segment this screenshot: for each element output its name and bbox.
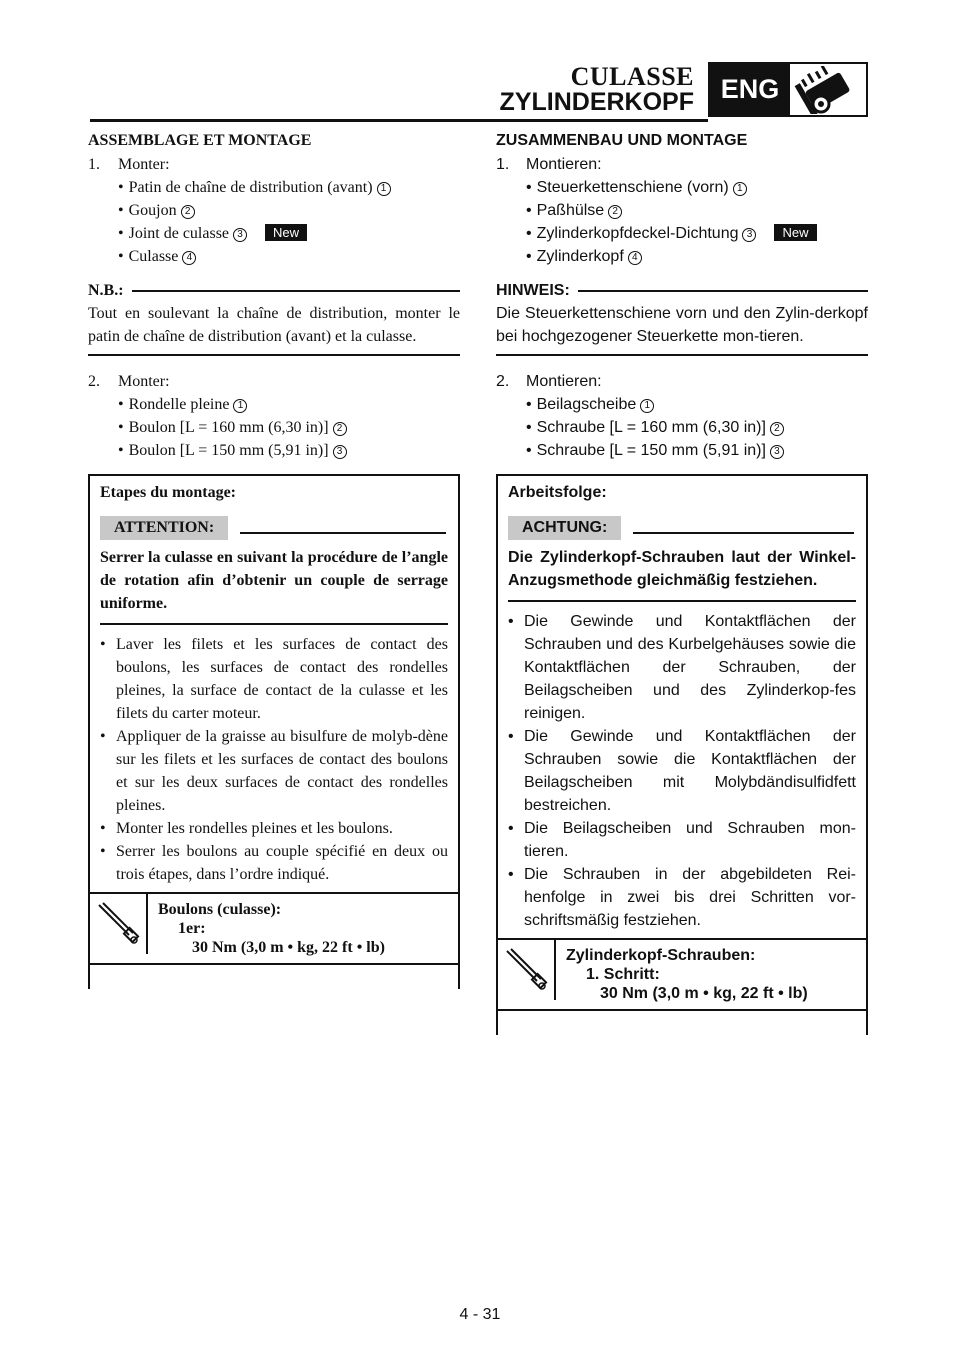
torque-line-3: 30 Nm (3,0 m • kg, 22 ft • lb) (600, 985, 808, 1002)
torque-wrench-icon (90, 894, 148, 954)
caution-text: Die Zylinderkopf-Schrauben laut der Winkel-Anzugsmethode gleichmäßig festziehen. (508, 540, 856, 602)
list-item: • Die Gewinde und Kontaktflächen der Schrauben und des Kurbelgehäuses sowie die Kontaktflächen der Schrauben, der Beilagscheiben und des Zylinderkop-fes reinigen. (508, 610, 856, 725)
torque-wrench-icon (498, 940, 556, 1000)
header-title-de: ZYLINDERKOPF (499, 88, 694, 116)
column-french (88, 130, 460, 989)
engine-icon (790, 64, 866, 115)
caution-header: ATTENTION: (90, 508, 458, 540)
new-badge: New (265, 224, 307, 241)
list-item: • Schraube [L = 160 mm (6,30 in)] 2 (496, 416, 868, 439)
torque-spec (90, 892, 458, 965)
header-title-fr: CULASSE (570, 62, 694, 91)
caution-header: ACHTUNG: (498, 508, 866, 540)
step-2: 2. Monter: (88, 373, 170, 390)
torque-line-1: Zylinderkopf-Schrauben: (566, 947, 756, 964)
torque-line-3: 30 Nm (3,0 m • kg, 22 ft • lb) (192, 939, 385, 956)
list-item: • Schraube [L = 150 mm (5,91 in)] 3 (496, 439, 868, 462)
list-item: • Culasse 4 (88, 245, 460, 268)
procedure-list (498, 602, 866, 938)
list-item: • Monter les rondelles pleines et les boulons. (100, 817, 448, 840)
list-item: • Zylinderkopf 4 (496, 245, 868, 268)
list-item: • Rondelle pleine 1 (88, 393, 460, 416)
note-text: Die Steuerkettenschiene vorn und den Zylin-derkopf bei hochgezogener Steuerkette mon-tieren. (496, 302, 868, 356)
section-label: ENG (710, 64, 790, 115)
list-item: • Steuerkettenschiene (vorn) 1 (496, 176, 868, 199)
list-item: • Patin de chaîne de distribution (avant) 1 (88, 176, 460, 199)
list-item: • Die Gewinde und Kontaktflächen der Schrauben sowie die Kontaktflächen der Beilagscheiben mit Molybdändisulfidfett bestreichen. (508, 725, 856, 817)
list-item: • Die Beilagscheiben und Schrauben mon-tieren. (508, 817, 856, 863)
procedure-list (90, 625, 458, 892)
list-item: • Beilagscheibe 1 (496, 393, 868, 416)
section-title: ZUSAMMENBAU UND MONTAGE (496, 132, 748, 149)
list-item: • Zylinderkopfdeckel-Dichtung 3 New (496, 222, 868, 245)
column-german (496, 130, 868, 1035)
caution-text: Serrer la culasse en suivant la procédure de l’angle de rotation afin d’obtenir un couple de serrage uniforme. (100, 540, 448, 625)
torque-line-2: 1er: (178, 920, 206, 937)
procedure-box (88, 474, 460, 989)
note-text: Tout en soulevant la chaîne de distribution, monter le patin de chaîne de distribution (avant) et la culasse. (88, 302, 460, 356)
header-rule (90, 119, 708, 122)
list-item: • Serrer les boulons au couple spécifié en deux ou trois étapes, dans l’ordre indiqué. (100, 840, 448, 886)
step-1: 1. Monter: (88, 156, 170, 173)
torque-spec (498, 938, 866, 1011)
list-item: • Paßhülse 2 (496, 199, 868, 222)
torque-line-1: Boulons (culasse): (158, 901, 282, 918)
list-item: • Die Schrauben in der abgebildeten Rei-henfolge in zwei bis drei Schritten vor-schriftsmäßig festziehen. (508, 863, 856, 932)
list-item: • Goujon 2 (88, 199, 460, 222)
note-header: HINWEIS: (496, 282, 868, 300)
procedure-title: Arbeitsfolge: (508, 484, 607, 501)
page-number: 4 - 31 (459, 1306, 501, 1323)
section-title: ASSEMBLAGE ET MONTAGE (88, 132, 312, 149)
list-item: • Laver les filets et les surfaces de contact des boulons, les surfaces de contact des rondelles pleines, la surface de contact de la culasse et les filets du carter moteur. (100, 633, 448, 725)
step-1: 1. Montieren: (496, 156, 602, 173)
list-item: • Boulon [L = 160 mm (6,30 in)] 2 (88, 416, 460, 439)
list-item: • Boulon [L = 150 mm (5,91 in)] 3 (88, 439, 460, 462)
list-item: • Joint de culasse 3 New (88, 222, 460, 245)
torque-line-2: 1. Schritt: (586, 966, 660, 983)
step-2: 2. Montieren: (496, 373, 602, 390)
note-header: N.B.: (88, 282, 460, 300)
new-badge: New (774, 224, 816, 241)
procedure-title: Etapes du montage: (100, 484, 237, 501)
procedure-box (496, 474, 868, 1035)
section-tab (708, 62, 868, 117)
list-item: • Appliquer de la graisse au bisulfure de molyb-dène sur les filets et les surfaces de contact des boulons et sur les deux surfaces de contact des rondelles pleines. (100, 725, 448, 817)
